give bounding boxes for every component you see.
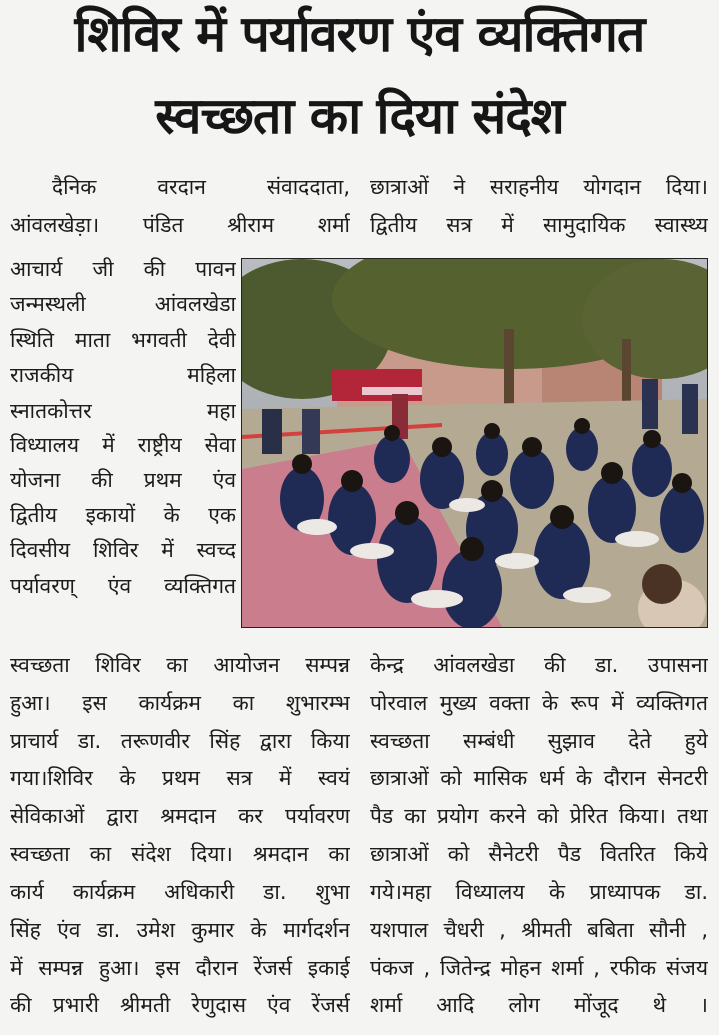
right-line-4: पोरवाल मुख्य वक्ता के रूप में व्यक्तिगत [370, 691, 708, 715]
left-line-19: कार्य कार्यक्रम अधिकारी डा. शुभा [10, 880, 350, 904]
left-line-8: विध्यालय में राष्ट्रीय सेवा [10, 433, 236, 457]
right-line-10: यशपाल चैधरी , श्रीमती बबिता सौनी , [370, 918, 708, 942]
left-line-14: हुआ। इस कार्यक्रम का शुभारम्भ [10, 691, 350, 715]
left-line-17: सेविकाओं द्वारा श्रमदान कर पर्यावरण [10, 804, 350, 828]
right-line-1: छात्राओं ने सराहनीय योगदान दिया। [370, 175, 708, 199]
left-line-5: स्थिति माता भगवती देवी [10, 328, 236, 352]
right-line-11: पंकज , जितेन्द्र मोहन शर्मा , रफीक संजय [370, 956, 708, 980]
right-line-8: छात्राओं को सैनेटरी पैड वितरित किये [370, 842, 708, 866]
headline-line-2: स्वच्छता का दिया संदेश [155, 87, 564, 145]
left-line-10: द्वितीय इकायों के एक [10, 503, 236, 527]
left-line-7: स्नातकोत्तर महा [10, 399, 236, 423]
left-line-3: आचार्य जी की पावन [10, 257, 236, 281]
left-line-6: राजकीय महिला [10, 363, 236, 387]
left-line-13: स्वच्छता शिविर का आयोजन सम्पन्न [10, 653, 350, 677]
left-line-11: दिवसीय शिविर में स्वच्द [10, 538, 236, 562]
left-line-18: स्वच्छता का संदेश दिया। श्रमदान का [10, 842, 350, 866]
right-line-12: शर्मा आदि लोग मोंजूद थे । [370, 993, 708, 1017]
right-line-5: स्वच्छता सम्बंधी सुझाव देते हुये [370, 729, 708, 753]
news-photo [241, 258, 708, 628]
left-line-21: में सम्पन्न हुआ। इस दौरान रेंजर्स इकाई [10, 956, 350, 980]
right-line-9: गये।महा विध्यालय के प्राध्यापक डा. [370, 880, 708, 904]
left-line-15: प्राचार्य डा. तरूणवीर सिंह द्वारा किया [10, 729, 350, 753]
left-line-16: गया।शिविर के प्रथम सत्र में स्वयं [10, 766, 350, 790]
right-line-2: द्वितीय सत्र में सामुदायिक स्वास्थ्य [370, 213, 708, 237]
left-line-2: आंवलखेड़ा। पंडित श्रीराम शर्मा [10, 213, 350, 237]
headline-line-1: शिविर में पर्यावरण एंव व्यक्तिगत [74, 5, 645, 63]
left-line-20: सिंह एंव डा. उमेश कुमार के मार्गदर्शन [10, 918, 350, 942]
left-line-4: जन्मस्थली आंवलखेडा [10, 292, 236, 316]
right-line-3: केन्द्र आंवलखेडा की डा. उपासना [370, 653, 708, 677]
camp-scene-illustration [242, 259, 707, 627]
left-line-12: पर्यावरण् एंव व्यक्तिगत [10, 574, 236, 598]
left-line-1: दैनिक वरदान संवाददाता, [52, 175, 350, 199]
right-line-7: पैड का प्रयोग करने को प्रेरित किया। तथा [370, 804, 708, 828]
right-line-6: छात्राओं को मासिक धर्म के दौरान सेनटरी [370, 766, 708, 790]
left-line-22: की प्रभारी श्रीमती रेणुदास एंव रेंजर्स [10, 993, 350, 1017]
left-line-9: योजना की प्रथम एंव [10, 468, 236, 492]
